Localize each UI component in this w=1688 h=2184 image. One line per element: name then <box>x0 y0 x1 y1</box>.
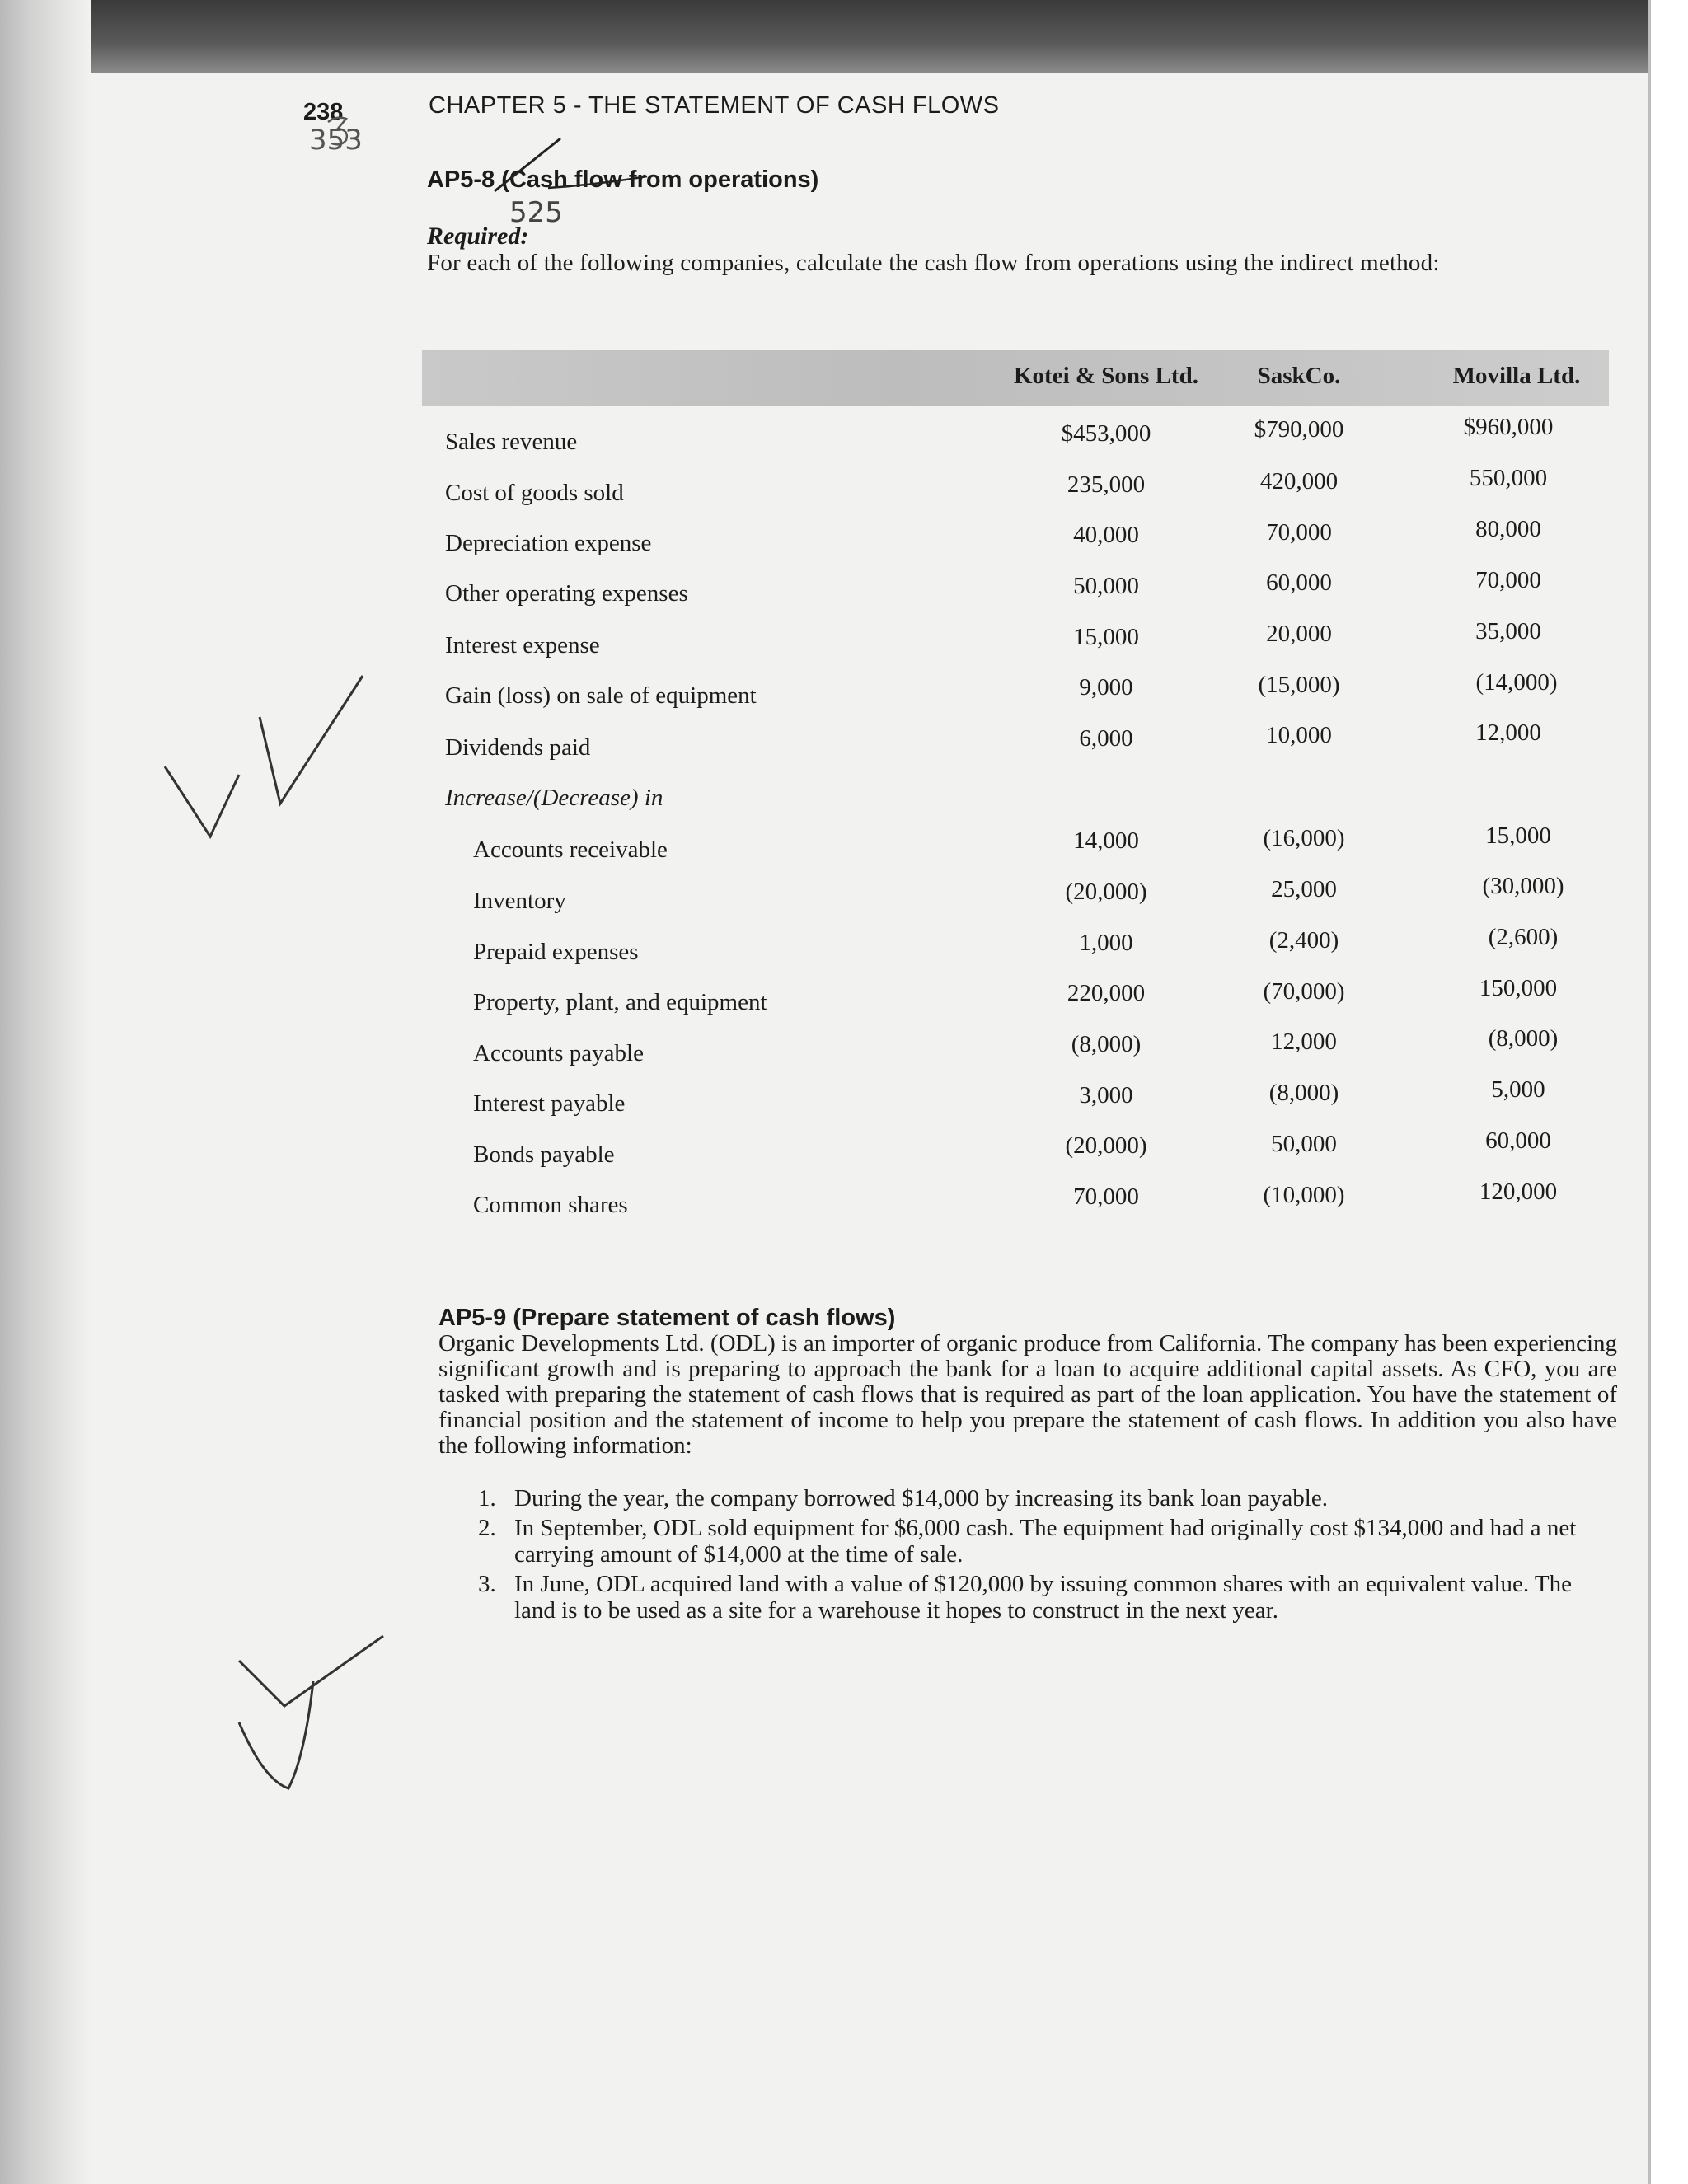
cell-prepaid-movilla: (2,600) <box>1488 924 1559 950</box>
slash-strike-ap5-8 <box>495 138 560 191</box>
checkmark-left-1-large <box>260 676 363 804</box>
cell-inventory-movilla: (30,000) <box>1482 873 1564 899</box>
cell-common-shares-saskco: (10,000) <box>1263 1182 1345 1208</box>
cell-interest-expense-movilla: 35,000 <box>1475 618 1541 644</box>
row-label-other-operating-expenses: Other operating expenses <box>445 580 688 607</box>
cell-sales-revenue-kotei: $453,000 <box>1061 420 1151 447</box>
row-label-common-shares: Common shares <box>473 1192 628 1218</box>
column-header-saskco: SaskCo. <box>1257 363 1341 389</box>
cell-ap-kotei: (8,000) <box>1071 1031 1142 1057</box>
row-label-gain-loss-equipment: Gain (loss) on sale of equipment <box>445 682 757 709</box>
underline-cash-flow <box>548 176 647 188</box>
cell-interest-expense-kotei: 15,000 <box>1073 624 1139 650</box>
row-label-sales-revenue: Sales revenue <box>445 429 578 455</box>
cell-dividends-saskco: 10,000 <box>1266 722 1332 748</box>
cell-ar-saskco: (16,000) <box>1263 825 1345 851</box>
cell-cogs-movilla: 550,000 <box>1469 465 1548 491</box>
cell-gain-loss-movilla: (14,000) <box>1475 669 1558 696</box>
cell-ppe-movilla: 150,000 <box>1479 975 1558 1001</box>
cell-ppe-kotei: 220,000 <box>1067 980 1146 1006</box>
cell-cogs-kotei: 235,000 <box>1067 471 1146 498</box>
cell-other-opex-saskco: 60,000 <box>1266 569 1332 596</box>
cell-ppe-saskco: (70,000) <box>1263 978 1345 1005</box>
cell-depreciation-movilla: 80,000 <box>1475 516 1541 542</box>
list-item-text: During the year, the company borrowed $14,000 by increasing its bank loan payable. <box>514 1485 1328 1511</box>
checkmark-page-corner <box>328 118 347 145</box>
ap5-9-paragraph: Organic Developments Ltd. (ODL) is an importer of organic produce from California. The company has been experiencing significant growth and is preparing to approach the bank for a loan to acquire additional capital assets. As CFO, you are tasked with preparing the statement of cash flows that is required as part of the loan application. You have the statement of financial position and the statement of income to help you prepare the statement of cash flows. In addition you also have the following information: <box>438 1330 1617 1459</box>
ap5-9-heading: AP5-9 (Prepare statement of cash flows) <box>438 1305 896 1331</box>
row-label-accounts-receivable: Accounts receivable <box>473 837 668 863</box>
page-number: 238 <box>303 99 344 125</box>
row-label-interest-expense: Interest expense <box>445 632 600 658</box>
list-item-number: 3. <box>478 1571 496 1597</box>
cell-interest-payable-movilla: 5,000 <box>1491 1076 1545 1103</box>
cell-other-opex-kotei: 50,000 <box>1073 573 1139 599</box>
cell-dividends-kotei: 6,000 <box>1079 725 1133 752</box>
cell-interest-payable-kotei: 3,000 <box>1079 1082 1133 1108</box>
cell-gain-loss-saskco: (15,000) <box>1258 672 1340 698</box>
row-label-cost-of-goods-sold: Cost of goods sold <box>445 480 624 506</box>
cell-ar-kotei: 14,000 <box>1073 827 1139 854</box>
cell-interest-expense-saskco: 20,000 <box>1266 621 1332 647</box>
cell-depreciation-saskco: 70,000 <box>1266 519 1332 546</box>
section-label-increase-decrease: Increase/(Decrease) in <box>445 785 663 811</box>
cell-cogs-saskco: 420,000 <box>1259 468 1339 494</box>
cell-dividends-movilla: 12,000 <box>1475 719 1541 746</box>
cell-gain-loss-kotei: 9,000 <box>1079 674 1133 701</box>
row-label-prepaid-expenses: Prepaid expenses <box>473 939 639 965</box>
cell-prepaid-saskco: (2,400) <box>1268 927 1339 954</box>
cell-ap-saskco: 12,000 <box>1271 1029 1337 1055</box>
cell-prepaid-kotei: 1,000 <box>1079 930 1133 956</box>
cell-other-opex-movilla: 70,000 <box>1475 567 1541 593</box>
cell-sales-revenue-movilla: $960,000 <box>1463 414 1554 440</box>
handwritten-page-note: 353 <box>309 124 363 157</box>
cell-ap-movilla: (8,000) <box>1488 1025 1559 1052</box>
cell-depreciation-kotei: 40,000 <box>1073 522 1139 548</box>
chapter-header: CHAPTER 5 - THE STATEMENT OF CASH FLOWS <box>429 92 1000 119</box>
cell-common-shares-kotei: 70,000 <box>1073 1183 1139 1210</box>
handwritten-problem-note: 525 <box>509 196 563 229</box>
row-label-interest-payable: Interest payable <box>473 1090 626 1117</box>
cell-interest-payable-saskco: (8,000) <box>1268 1080 1339 1106</box>
row-label-dividends-paid: Dividends paid <box>445 734 591 761</box>
row-label-bonds-payable: Bonds payable <box>473 1141 615 1168</box>
cell-ar-movilla: 15,000 <box>1485 823 1551 849</box>
column-header-movilla: Movilla Ltd. <box>1452 363 1581 389</box>
row-label-accounts-payable: Accounts payable <box>473 1040 644 1066</box>
cell-inventory-saskco: 25,000 <box>1271 876 1337 902</box>
row-label-property-plant-equipment: Property, plant, and equipment <box>473 989 767 1015</box>
cell-inventory-kotei: (20,000) <box>1065 879 1147 905</box>
instruction-text: For each of the following companies, calculate the cash flow from operations using the indirect method: <box>427 250 1440 276</box>
row-label-inventory: Inventory <box>473 888 566 914</box>
list-item-number: 2. <box>478 1515 496 1541</box>
cell-common-shares-movilla: 120,000 <box>1479 1179 1558 1205</box>
cell-bonds-kotei: (20,000) <box>1065 1132 1147 1159</box>
row-label-depreciation-expense: Depreciation expense <box>445 530 652 556</box>
cell-bonds-movilla: 60,000 <box>1485 1127 1551 1154</box>
column-header-kotei: Kotei & Sons Ltd. <box>1014 363 1198 389</box>
cell-bonds-saskco: 50,000 <box>1271 1131 1337 1157</box>
cell-sales-revenue-saskco: $790,000 <box>1254 416 1344 443</box>
ap5-8-heading: AP5-8 (Cash flow from operations) <box>427 166 819 193</box>
required-label: Required: <box>427 223 529 250</box>
list-item-number: 1. <box>478 1485 496 1511</box>
list-item-text: In September, ODL sold equipment for $6,000 cash. The equipment had originally cost $134,000 and had a net carrying amount of $14,000 at the time of sale. <box>514 1515 1577 1568</box>
list-item-text: In June, ODL acquired land with a value of $120,000 by issuing common shares with an equivalent value. The land is to be used as a site for a warehouse it hopes to construct in the next year. <box>514 1571 1572 1624</box>
checkmark-left-1-small <box>165 766 239 837</box>
